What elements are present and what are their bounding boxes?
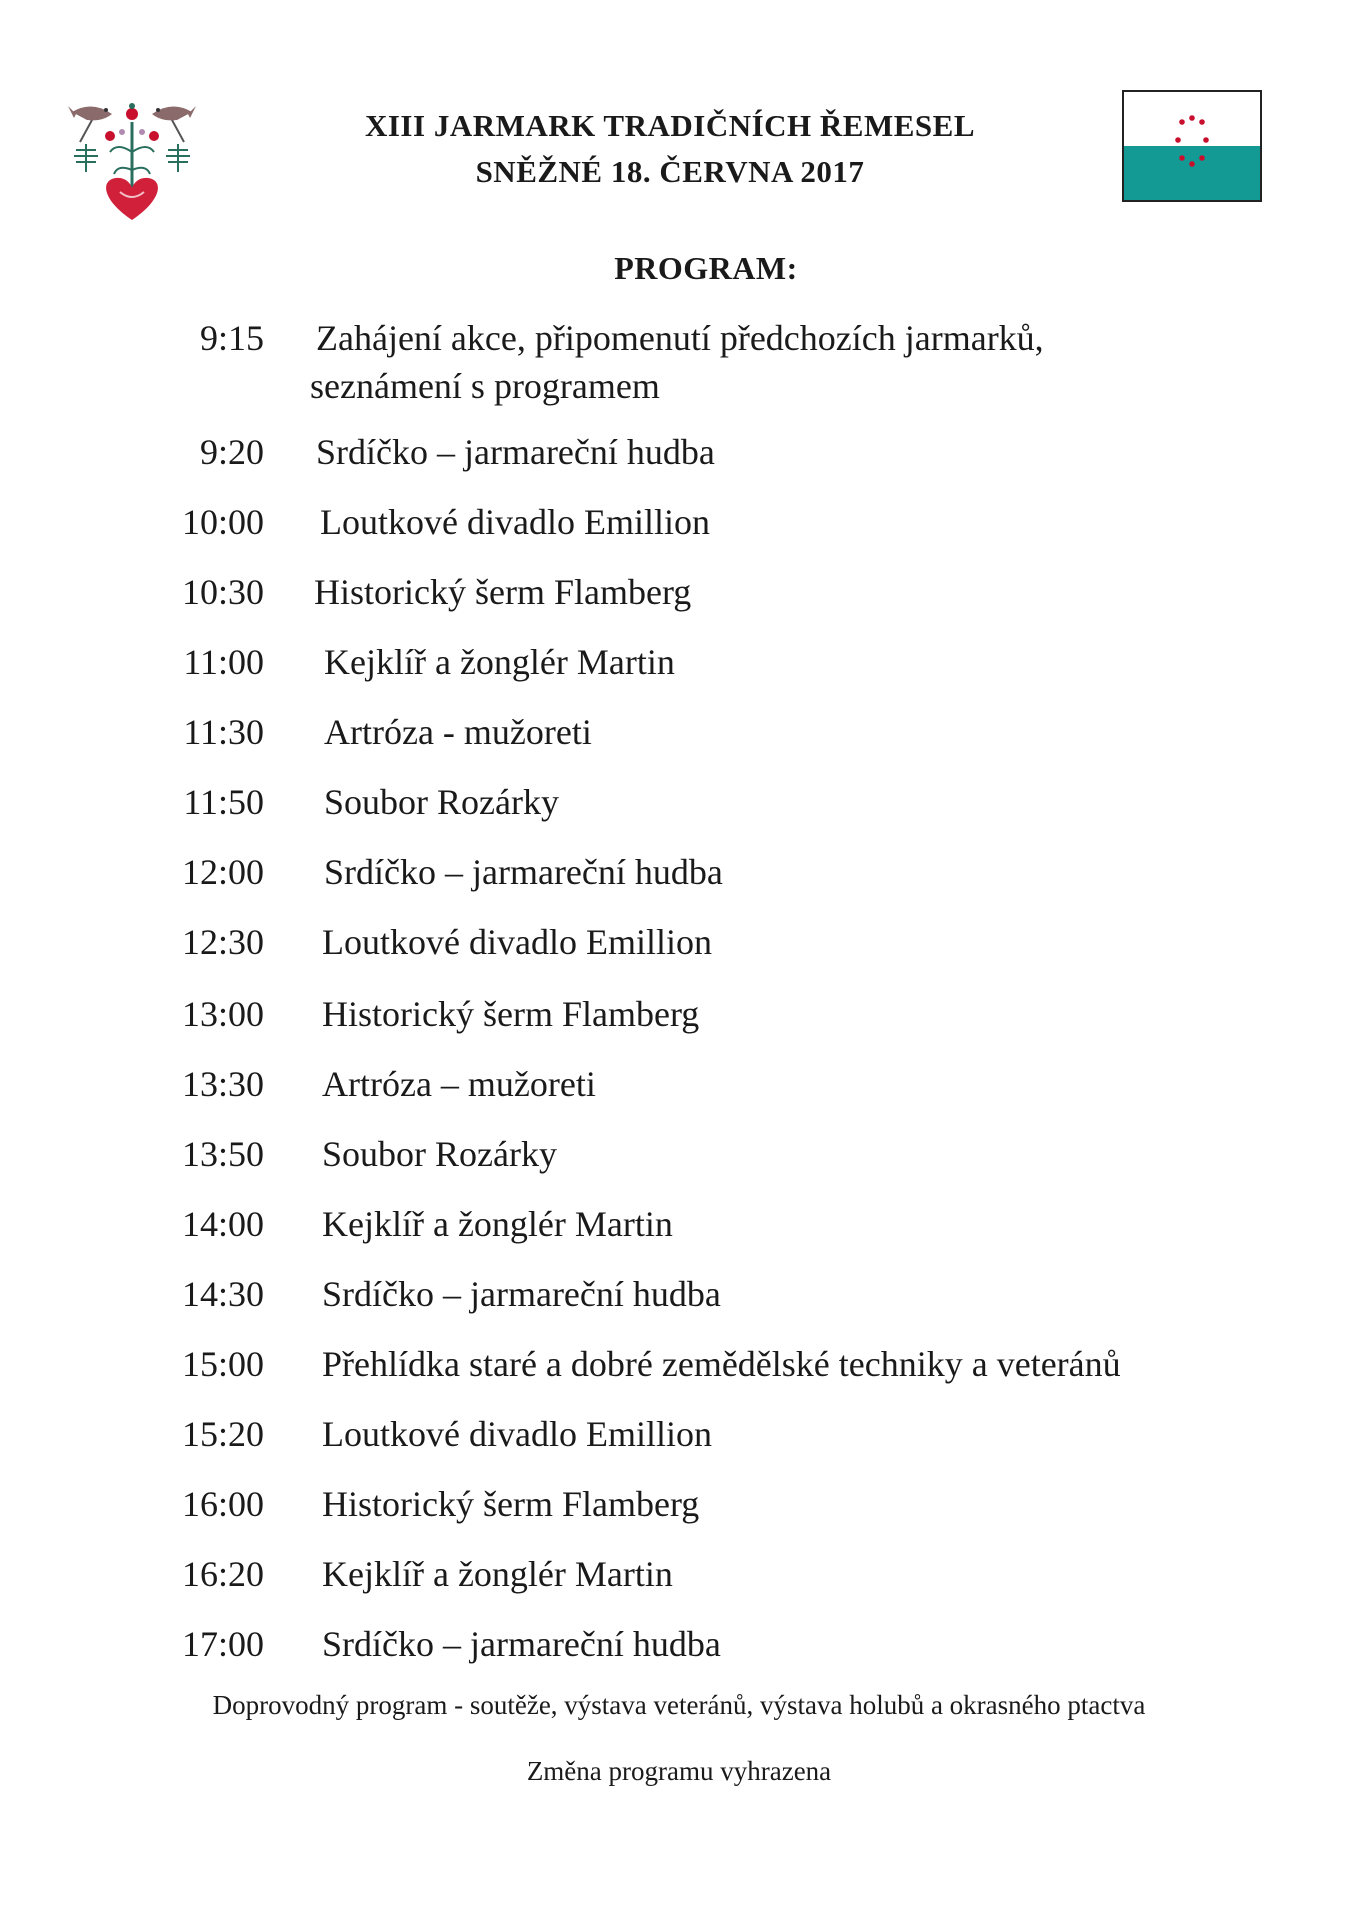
schedule-event: Kejklíř a žonglér Martin [322,1204,673,1244]
schedule-time: 16:00 [181,1484,264,1524]
schedule-time: 10:30 [181,572,264,612]
schedule-event: Srdíčko – jarmareční hudba [324,852,723,892]
schedule-time: 15:00 [181,1344,264,1384]
schedule-event: Historický šerm Flamberg [314,572,692,612]
schedule-event: Soubor Rozárky [322,1134,557,1174]
schedule-event: Historický šerm Flamberg [322,1484,700,1524]
schedule-event: Srdíčko – jarmareční hudba [316,432,715,472]
event-date-location: SNĚŽNÉ 18. ČERVNA 2017 [475,154,865,189]
schedule-time: 16:20 [181,1554,264,1594]
schedule-event: Kejklíř a žonglér Martin [322,1554,673,1594]
event-title: XIII JARMARK TRADIČNÍCH ŘEMESEL [364,108,976,143]
schedule-time: 10:00 [181,502,264,542]
schedule-time: 14:00 [181,1204,264,1244]
schedule-time: 9:15 [199,318,264,358]
schedule-event: Historický šerm Flamberg [322,994,700,1034]
schedule-time: 12:30 [181,922,264,962]
schedule-time: 11:00 [183,642,264,682]
program-heading: PROGRAM: [614,250,798,286]
schedule-time: 12:00 [181,852,264,892]
schedule-time: 17:00 [181,1624,264,1664]
program-change-note: Změna programu vyhrazena [526,1756,832,1786]
schedule-time: 13:50 [181,1134,264,1174]
schedule-time: 15:20 [181,1414,264,1454]
schedule-event: Srdíčko – jarmareční hudba [322,1274,721,1314]
schedule-time: 14:30 [181,1274,264,1314]
schedule-event: Loutkové divadlo Emillion [320,502,710,542]
schedule-time: 13:00 [181,994,264,1034]
accompanying-program-note: Doprovodný program - soutěže, výstava veteránů, výstava holubů a okrasného ptactva [212,1690,1146,1720]
schedule-time: 11:30 [183,712,264,752]
schedule-event: Loutkové divadlo Emillion [322,922,712,962]
schedule-event: Srdíčko – jarmareční hudba [322,1624,721,1664]
schedule-event: Soubor Rozárky [324,782,559,822]
schedule-event: Artróza – mužoreti [322,1064,596,1104]
schedule-time: 13:30 [181,1064,264,1104]
schedule-time: 11:50 [183,782,264,822]
schedule-event-continuation: seznámení s programem [310,366,660,406]
schedule-event: Zahájení akce, připomenutí předchozích jarmarků, [316,318,1044,358]
schedule-time: 9:20 [199,432,264,472]
schedule-event: Artróza - mužoreti [324,712,592,752]
schedule-event: Kejklíř a žonglér Martin [324,642,675,682]
schedule-event: Loutkové divadlo Emillion [322,1414,712,1454]
schedule-event: Přehlídka staré a dobré zemědělské techniky a veteránů [322,1344,1121,1384]
